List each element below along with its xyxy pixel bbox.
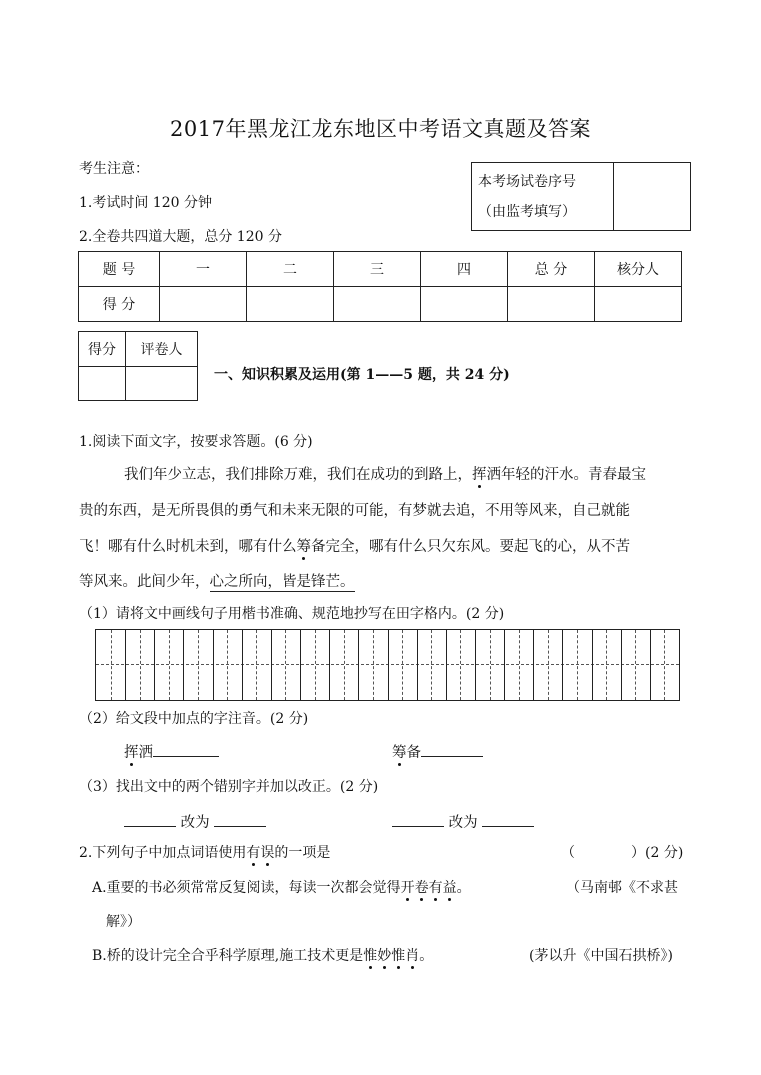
wrong-char-line-2[interactable] bbox=[392, 812, 444, 827]
pinyin-answer-line-1[interactable] bbox=[153, 742, 219, 757]
grid-cell-centerline bbox=[373, 630, 374, 700]
q1-paragraph-line-4-text: 等风来。此间少年， bbox=[79, 574, 210, 590]
score-header-cell: 总 分 bbox=[508, 252, 595, 287]
grid-cell-divider bbox=[446, 630, 447, 700]
q1-paragraph-line-3: 飞！哪有什么时机未到，哪有什么筹备完全，哪有什么只欠东风。要起飞的心，从不苦 bbox=[79, 535, 630, 556]
q2-answer-bracket[interactable]: （ ）(2 分) bbox=[561, 845, 684, 861]
dotted-char: 肖 bbox=[405, 945, 419, 965]
notice-heading: 考生注意： bbox=[79, 161, 149, 177]
grid-cell-centerline bbox=[285, 630, 286, 700]
grid-cell-centerline bbox=[111, 630, 112, 700]
grid-cell-centerline bbox=[344, 630, 345, 700]
score-cell[interactable] bbox=[595, 287, 682, 322]
score-cell[interactable] bbox=[160, 287, 247, 322]
seat-number-label bbox=[472, 163, 614, 231]
tianzige-grid[interactable] bbox=[95, 629, 680, 701]
dotted-char: 开 bbox=[401, 877, 415, 897]
dotted-char: 挥 bbox=[472, 463, 487, 484]
q1-sub1: （1）请将文中画线句子用楷书准确、规范地抄写在田字格内。(2 分) bbox=[79, 606, 505, 622]
pinyin-item-1: 挥洒 bbox=[124, 741, 219, 762]
score-header-cell: 二 bbox=[247, 252, 334, 287]
grid-cell-divider bbox=[242, 630, 243, 700]
grid-cell-divider bbox=[504, 630, 505, 700]
underlined-sentence: 心之所向，皆是锋芒。 bbox=[209, 574, 355, 590]
dotted-char: 挥 bbox=[124, 741, 139, 762]
dotted-char: 筹 bbox=[297, 535, 312, 556]
correct-char-line-1[interactable] bbox=[214, 812, 266, 827]
q2-stem: 2.下列句子中加点词语使用有误的一项是 bbox=[79, 842, 330, 862]
grid-cell-divider bbox=[300, 630, 301, 700]
q1-paragraph-line-1: 我们年少立志，我们排除万难，我们在成功的到路上，挥洒年轻的汗水。青春最宝 bbox=[124, 463, 646, 484]
grid-cell-divider bbox=[183, 630, 184, 700]
grid-cell-centerline bbox=[635, 630, 636, 700]
grid-cell-centerline bbox=[169, 630, 170, 700]
grader-score-field[interactable] bbox=[79, 367, 126, 401]
grid-cell-centerline bbox=[315, 630, 316, 700]
pinyin-answer-line-2[interactable] bbox=[421, 742, 483, 757]
dotted-char: 误 bbox=[260, 842, 274, 862]
score-header-cell: 三 bbox=[334, 252, 421, 287]
grid-cell-centerline bbox=[227, 630, 228, 700]
score-cell[interactable] bbox=[508, 287, 595, 322]
grid-cell-centerline bbox=[198, 630, 199, 700]
grid-cell-divider bbox=[621, 630, 622, 700]
grid-cell-centerline bbox=[490, 630, 491, 700]
q2-option-b-source: (茅以升《中国石拱桥》) bbox=[529, 948, 673, 964]
grid-cell-centerline bbox=[577, 630, 578, 700]
seat-label-line2: （由监考填写） bbox=[478, 203, 576, 220]
q1-paragraph-line-4 bbox=[79, 570, 355, 591]
wrong-char-line-1[interactable] bbox=[124, 812, 176, 827]
grid-cell-centerline bbox=[548, 630, 549, 700]
grid-cell-centerline bbox=[664, 630, 665, 700]
q1-sub2: （2）给文段中加点的字注音。(2 分) bbox=[79, 711, 309, 727]
q2-option-a: A.重要的书必须常常反复阅读，每读一次都会觉得开卷有益。 bbox=[92, 877, 471, 897]
grid-cell-centerline bbox=[460, 630, 461, 700]
score-header-cell: 四 bbox=[421, 252, 508, 287]
grid-cell-centerline bbox=[606, 630, 607, 700]
q2-option-a-source-1: （马南邨《不求甚 bbox=[566, 880, 678, 896]
grid-cell-centerline bbox=[256, 630, 257, 700]
grid-cell-divider bbox=[562, 630, 563, 700]
seat-label-line1: 本考场试卷序号 bbox=[478, 173, 576, 190]
grid-cell-divider bbox=[388, 630, 389, 700]
grader-name-field[interactable] bbox=[126, 367, 198, 401]
grader-score-label: 得分 bbox=[79, 332, 126, 367]
grader-box bbox=[78, 331, 198, 401]
score-header-cell: 一 bbox=[160, 252, 247, 287]
change-to-label: 改为 bbox=[180, 815, 210, 831]
dotted-char: 惟 bbox=[391, 945, 405, 965]
dotted-char: 筹 bbox=[392, 741, 407, 762]
grid-cell-centerline bbox=[519, 630, 520, 700]
grid-cell-divider bbox=[592, 630, 593, 700]
notice-item-2: 2.全卷共四道大题，总分 120 分 bbox=[79, 229, 282, 245]
grid-cell-divider bbox=[213, 630, 214, 700]
correction-item-2 bbox=[392, 811, 534, 832]
seat-number-field[interactable] bbox=[614, 163, 691, 231]
grid-cell-centerline bbox=[140, 630, 141, 700]
page-title: 2017年黑龙江龙东地区中考语文真题及答案 bbox=[170, 117, 591, 141]
dotted-char: 益 bbox=[443, 877, 457, 897]
grid-cell-divider bbox=[125, 630, 126, 700]
section-1-title: 一、知识积累及运用(第 1——5 题，共 24 分) bbox=[214, 367, 510, 383]
score-cell[interactable] bbox=[334, 287, 421, 322]
score-cell[interactable] bbox=[421, 287, 508, 322]
dotted-char: 有 bbox=[246, 842, 260, 862]
seat-number-box bbox=[471, 162, 691, 231]
dotted-char: 惟 bbox=[363, 945, 377, 965]
score-header-cell: 核分人 bbox=[595, 252, 682, 287]
grid-cell-divider bbox=[329, 630, 330, 700]
dotted-char: 有 bbox=[429, 877, 443, 897]
grid-cell-divider bbox=[533, 630, 534, 700]
q2-option-a-source-2: 解》） bbox=[106, 914, 141, 930]
grader-label: 评卷人 bbox=[126, 332, 198, 367]
dotted-char: 卷 bbox=[415, 877, 429, 897]
score-cell[interactable] bbox=[247, 287, 334, 322]
grid-cell-divider bbox=[358, 630, 359, 700]
grid-cell-centerline bbox=[402, 630, 403, 700]
grid-cell-divider bbox=[271, 630, 272, 700]
q1-stem: 1.阅读下面文字，按要求答题。(6 分) bbox=[79, 434, 313, 450]
change-to-label: 改为 bbox=[448, 815, 478, 831]
grid-cell-centerline bbox=[431, 630, 432, 700]
score-header-cell: 题 号 bbox=[79, 252, 160, 287]
grid-cell-divider bbox=[417, 630, 418, 700]
grid-cell-divider bbox=[154, 630, 155, 700]
correction-item-1 bbox=[124, 811, 266, 832]
pinyin-item-2: 筹备 bbox=[392, 741, 483, 762]
grid-cell-divider bbox=[650, 630, 651, 700]
score-row-label: 得 分 bbox=[79, 287, 160, 322]
grid-cell-divider bbox=[475, 630, 476, 700]
q1-paragraph-line-2: 贵的东西，是无所畏俱的勇气和未来无限的可能，有梦就去追，不用等风来，自己就能 bbox=[79, 503, 630, 519]
correct-char-line-2[interactable] bbox=[482, 812, 534, 827]
score-table bbox=[78, 251, 682, 322]
notice-item-1: 1.考试时间 120 分钟 bbox=[79, 195, 212, 211]
q2-option-b: B.桥的设计完全合乎科学原理,施工技术更是惟妙惟肖。 bbox=[92, 945, 433, 965]
dotted-char: 妙 bbox=[377, 945, 391, 965]
q1-sub3: （3）找出文中的两个错别字并加以改正。(2 分) bbox=[79, 779, 379, 795]
